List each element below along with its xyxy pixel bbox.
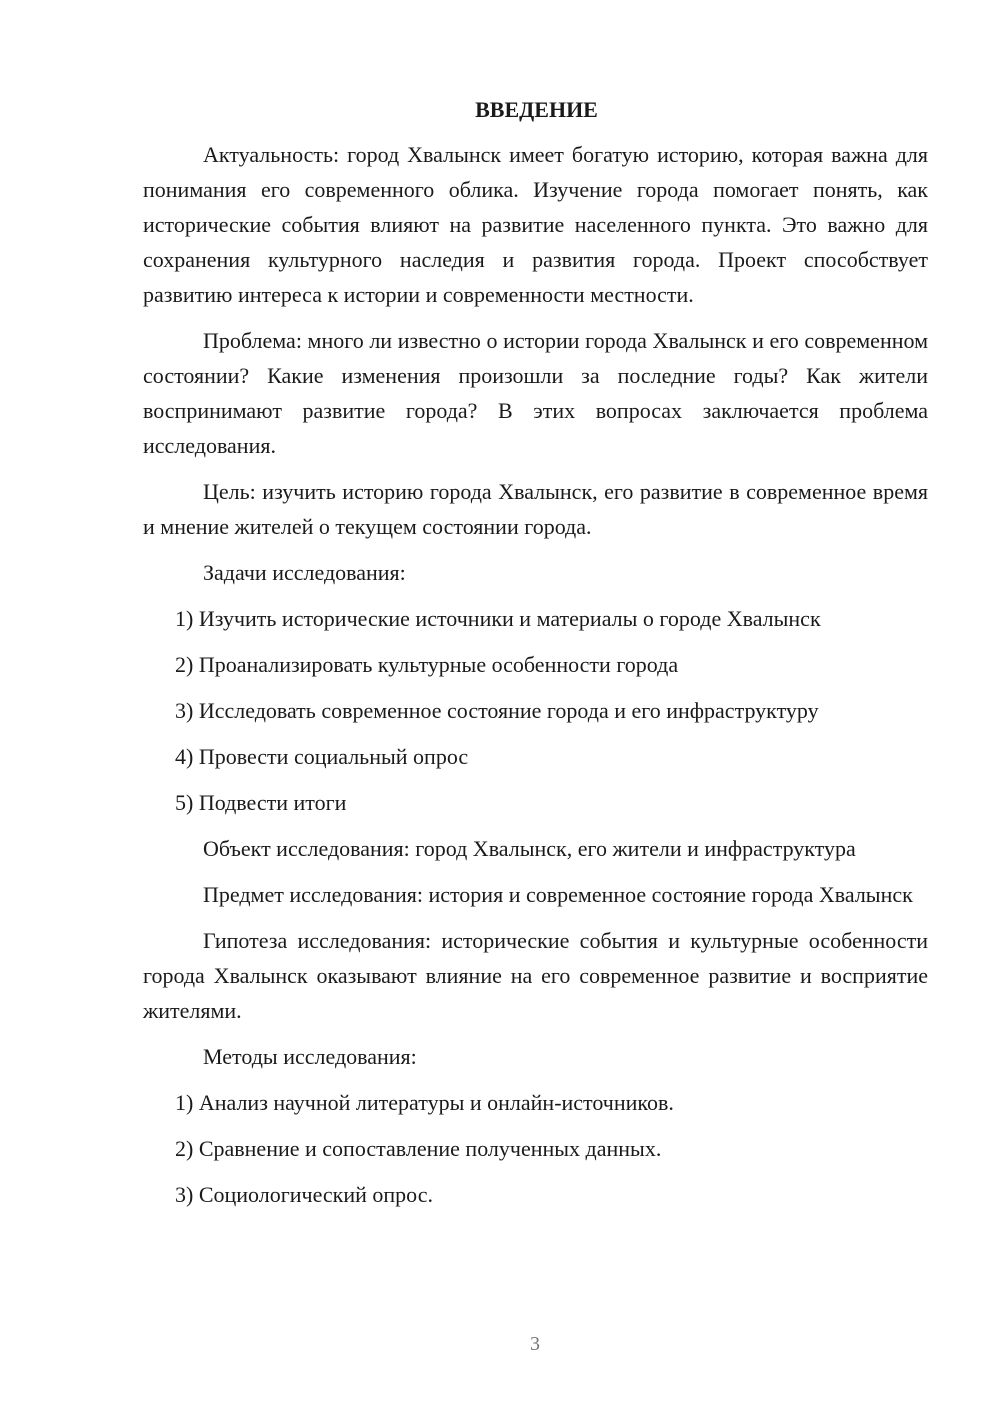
methods-list [143,1085,928,1212]
task-item: 3) Исследовать современное состояние города и его инфраструктуру [175,698,819,723]
methods-heading: Методы исследования: [203,1044,417,1069]
subject-paragraph: Предмет исследования: история и современное состояние города Хвалынск [203,882,913,907]
task-item: 4) Провести социальный опрос [175,744,469,769]
goal-paragraph: Цель: изучить историю города Хвалынск, его развитие в современное время и мнение жителей о текущем состоянии города. [143,479,928,539]
method-item: 1) Анализ научной литературы и онлайн-источников. [175,1090,674,1115]
tasks-heading: Задачи исследования: [203,560,406,585]
task-item: 1) Изучить исторические источники и материалы о городе Хвалынск [175,606,821,631]
tasks-list [143,601,928,820]
method-item: 3) Социологический опрос. [175,1182,433,1207]
task-item: 5) Подвести итоги [175,790,347,815]
method-item: 2) Сравнение и сопоставление полученных данных. [175,1136,662,1161]
task-item: 2) Проанализировать культурные особенности города [175,652,679,677]
object-paragraph: Объект исследования: город Хвалынск, его жители и инфраструктура [203,836,856,861]
page-number: 3 [530,1333,540,1355]
problem-paragraph: Проблема: много ли известно о истории города Хвалынск и его современном состоянии? Какие изменения произошли за последние годы? Как жители воспринимают развитие города? В этих вопросах заключается проблема исследования. [143,328,928,458]
document-page [143,92,928,1223]
section-title: ВВЕДЕНИЕ [475,97,598,122]
relevance-paragraph: Актуальность: город Хвалынск имеет богатую историю, которая важна для понимания его современного облика. Изучение города помогает понять, как исторические события влияют на развитие населенного пункта. Это важно для сохранения культурного наследия и развития города. Проект способствует развитию интереса к истории и современности местности. [143,142,928,307]
hypothesis-paragraph: Гипотеза исследования: исторические события и культурные особенности города Хвалынск оказывают влияние на его современное развитие и восприятие жителями. [143,928,928,1023]
